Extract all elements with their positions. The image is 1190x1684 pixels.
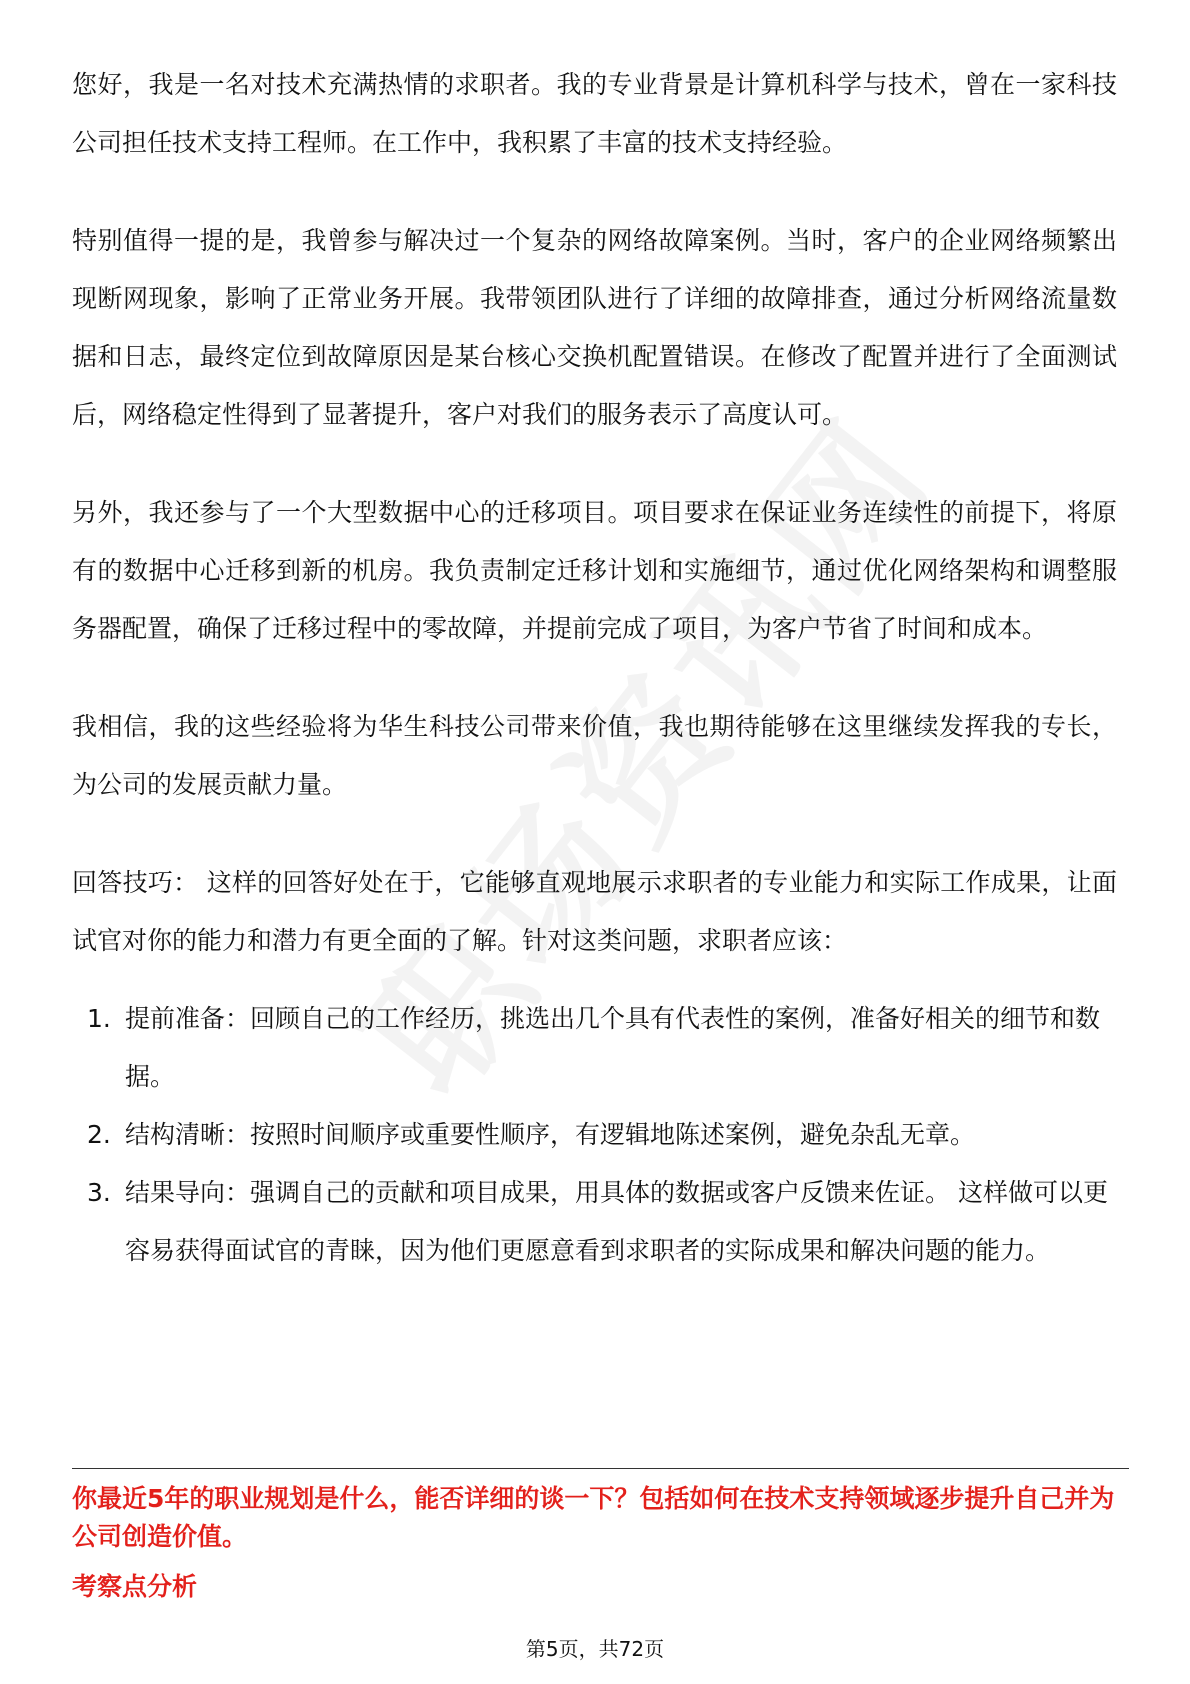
list-item-number: 2. — [87, 1120, 111, 1149]
section-divider — [72, 1468, 1129, 1469]
answer-content — [72, 56, 1117, 1280]
answer-paragraph-network-case: 特别值得一提的是，我曾参与解决过一个复杂的网络故障案例。当时，客户的企业网络频繁出现断网现象，影响了正常业务开展。我带领团队进行了详细的故障排查，通过分析网络流量数据和日志，最终定位到故障原因是某台核心交换机配置错误。在修改了配置并进行了全面测试后，网络稳定性得到了显著提升，客户对我们的服务表示了高度认可。 — [72, 226, 1117, 429]
list-item-text: 提前准备：回顾自己的工作经历，挑选出几个具有代表性的案例，准备好相关的细节和数据。 — [125, 1004, 1101, 1091]
list-item-number: 1. — [87, 1004, 111, 1033]
tips-list — [72, 990, 1117, 1280]
answer-paragraph-closing: 我相信，我的这些经验将为华生科技公司带来价值，我也期待能够在这里继续发挥我的专长，为公司的发展贡献力量。 — [72, 712, 1117, 799]
list-item-text: 结构清晰：按照时间顺序或重要性顺序，有逻辑地陈述案例，避免杂乱无章。 — [125, 1120, 976, 1149]
section-title: 考察点分析 — [72, 1572, 198, 1601]
list-item — [72, 1106, 1117, 1164]
answer-paragraph-intro: 您好，我是一名对技术充满热情的求职者。我的专业背景是计算机科学与技术，曾在一家科技公司担任技术支持工程师。在工作中，我积累了丰富的技术支持经验。 — [72, 70, 1117, 157]
list-item — [72, 990, 1117, 1106]
answer-paragraph-migration-case: 另外，我还参与了一个大型数据中心的迁移项目。项目要求在保证业务连续性的前提下，将原有的数据中心迁移到新的机房。我负责制定迁移计划和实施细节，通过优化网络架构和调整服务器配置，确保了迁移过程中的零故障，并提前完成了项目，为客户节省了时间和成本。 — [72, 498, 1117, 643]
answer-tips-intro: 回答技巧： 这样的回答好处在于，它能够直观地展示求职者的专业能力和实际工作成果，让面试官对你的能力和潜力有更全面的了解。针对这类问题，求职者应该： — [72, 868, 1117, 955]
interview-question: 你最近5年的职业规划是什么，能否详细的谈一下？包括如何在技术支持领域逐步提升自己并为公司创造价值。 — [72, 1484, 1115, 1551]
list-item-number: 3. — [87, 1178, 111, 1207]
list-item-text: 结果导向：强调自己的贡献和项目成果，用具体的数据或客户反馈来佐证。 这样做可以更容易获得面试官的青睐，因为他们更愿意看到求职者的实际成果和解决问题的能力。 — [125, 1178, 1108, 1265]
page-number: 第5页，共72页 — [525, 1637, 665, 1661]
list-item — [72, 1164, 1117, 1280]
